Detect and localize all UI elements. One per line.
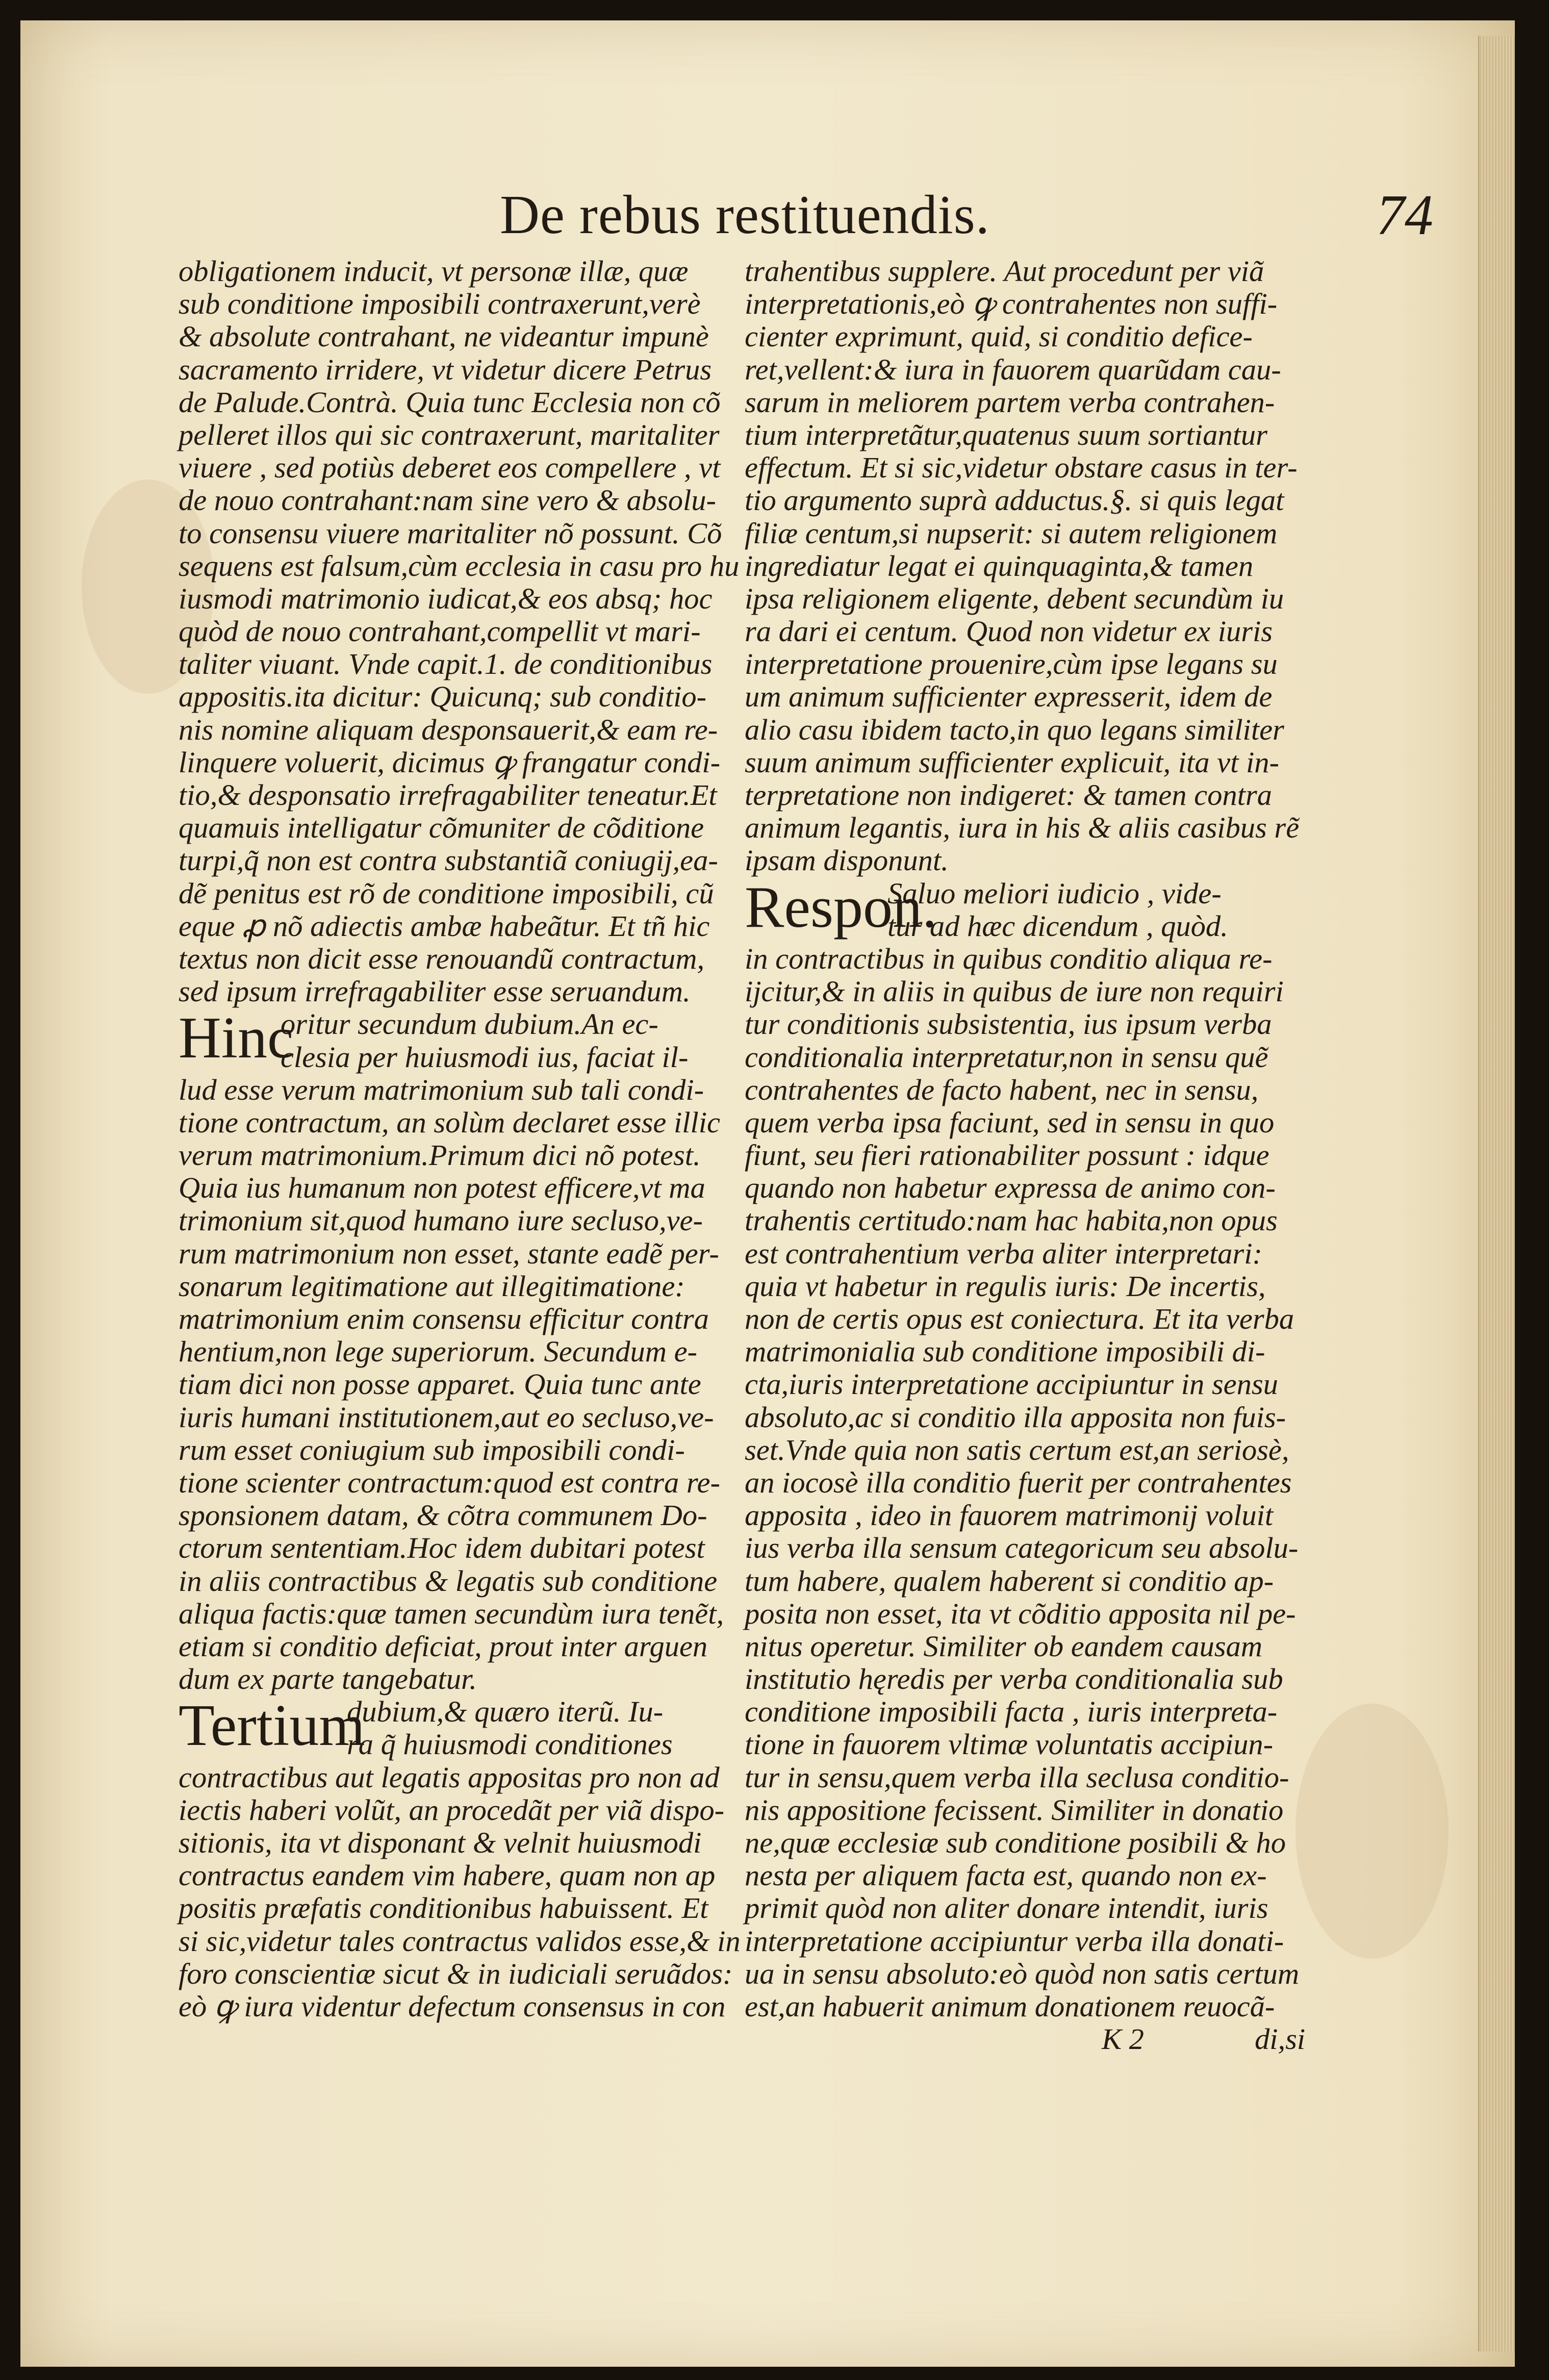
text-line: sarum in meliorem partem verba contrahen- xyxy=(745,385,1275,419)
text-line: tur in sensu,quem verba illa seclusa conditio- xyxy=(745,1760,1289,1794)
text-line: ius verba illa sensum categoricum seu absolu- xyxy=(745,1531,1299,1565)
text-line: oritur secundum dubium.An ec- xyxy=(281,1007,658,1041)
text-line: ingrediatur legat ei quinquaginta,& tamen xyxy=(745,549,1254,583)
text-line: in contractibus in quibus conditio aliqua re- xyxy=(745,942,1273,975)
text-line: turpi,q̃ non est contra substantiã coniugij,ea- xyxy=(179,844,718,877)
text-line: matrimonialia sub conditione imposibili di- xyxy=(745,1335,1265,1369)
text-line: quia vt habetur in regulis iuris: De incertis, xyxy=(745,1269,1266,1303)
right-column xyxy=(745,255,1321,2056)
text-line: primit quòd non aliter donare intendit, iuris xyxy=(745,1891,1268,1925)
text-line: textus non dicit esse renouandũ contractum, xyxy=(179,942,705,975)
drop-initial: Respon. xyxy=(745,874,937,940)
text-line: quamuis intelligatur cõmuniter de cõditione xyxy=(179,811,704,845)
text-line: nitus operetur. Similiter ob eandem causam xyxy=(745,1629,1262,1663)
text-line: fiunt, seu fieri rationabiliter possunt : idque xyxy=(745,1138,1269,1172)
paragraph-respon xyxy=(745,874,1321,2023)
text-line: sacramento irridere, vt videtur dicere Petrus xyxy=(179,352,712,386)
text-line: tio argumento suprà adductus.§. si quis legat xyxy=(745,484,1284,517)
text-line: taliter viuant. Vnde capit.1. de conditionibus xyxy=(179,647,713,681)
text-line: alio casu ibidem tacto,in quo legans similiter xyxy=(745,713,1284,746)
text-line: absoluto,ac si conditio illa apposita non fuis- xyxy=(745,1400,1286,1434)
text-line: apposita , ideo in fauorem matrimonij voluit xyxy=(745,1499,1274,1532)
text-line: tione contractum, an solùm declaret esse illic xyxy=(179,1105,720,1139)
text-line: positis præfatis conditionibus habuissent. Et xyxy=(179,1891,708,1925)
text-line: pelleret illos qui sic contraxerunt, maritaliter xyxy=(179,418,720,451)
paragraph-tertium xyxy=(179,1693,741,2023)
text-line: dẽ penitus est rõ de conditione imposibili, cũ xyxy=(179,876,714,910)
paragraph-hinc xyxy=(179,1005,724,1696)
text-line: conditione imposibili facta , iuris interpreta- xyxy=(745,1695,1278,1729)
text-line: contractibus aut legatis appositas pro non ad xyxy=(179,1760,720,1794)
text-line: nesta per aliquem facta est, quando non ex- xyxy=(745,1859,1267,1892)
text-line: aliqua factis:quæ tamen secundùm iura tenẽt, xyxy=(179,1597,724,1630)
text-line: Saluo meliori iudicio , vide- xyxy=(887,876,1222,910)
text-line: tio,& desponsatio irrefragabiliter teneatur.Et xyxy=(179,778,717,812)
signature-mark: K 2 xyxy=(1102,2022,1144,2056)
text-line: sponsionem datam, & cõtra communem Do- xyxy=(179,1499,707,1532)
text-line: tur ad hæc dicendum , quòd. xyxy=(887,909,1228,943)
text-line: non de certis opus est coniectura. Et ita verba xyxy=(745,1302,1294,1335)
text-line: conditionalia interpretatur,non in sensu quẽ xyxy=(745,1040,1268,1074)
text-line: trimonium sit,quod humano iure secluso,ve- xyxy=(179,1204,703,1237)
text-line: lud esse verum matrimonium sub tali condi- xyxy=(179,1073,704,1106)
page-header xyxy=(479,173,1474,260)
text-line: nis nomine aliquam desponsauerit,& eam re- xyxy=(179,713,718,746)
text-line: interpretatione accipiuntur verba illa donati- xyxy=(745,1924,1284,1958)
text-line: sonarum legitimatione aut illegitimatione: xyxy=(179,1269,685,1303)
text-line: rum esset coniugium sub imposibili condi- xyxy=(179,1433,685,1466)
text-line: posita non esset, ita vt cõditio apposita nil pe- xyxy=(745,1597,1296,1630)
text-line: tiam dici non posse apparet. Quia tunc ante xyxy=(179,1368,701,1401)
text-line: cienter exprimunt, quid, si conditio defice- xyxy=(745,320,1253,353)
text-line: um animum sufficienter expresserit, idem de xyxy=(745,680,1273,714)
text-line: tione in fauorem vltimæ voluntatis accipiun- xyxy=(745,1728,1274,1761)
text-line: set.Vnde quia non satis certum est,an seriosè, xyxy=(745,1433,1289,1466)
page-number: 74 xyxy=(1376,184,1433,247)
text-line: etiam si conditio deficiat, prout inter arguen xyxy=(179,1629,708,1663)
text-line: trahentis certitudo:nam hac habita,non opus xyxy=(745,1204,1278,1237)
text-line: dubium,& quæro iterũ. Iu- xyxy=(347,1695,664,1729)
text-line: ua in sensu absoluto:eò quòd non satis certum xyxy=(745,1957,1300,1990)
text-line: contractus eandem vim habere, quam non ap xyxy=(179,1859,716,1892)
text-line: animum legantis, iura in his & aliis casibus rẽ xyxy=(745,811,1300,845)
text-line: ipsa religionem eligente, debent secundùm iu xyxy=(745,581,1284,615)
text-line: trahentibus supplere. Aut procedunt per viã xyxy=(745,255,1264,288)
text-line: & absolute contrahant, ne videantur impunè xyxy=(179,320,709,353)
drop-initial: Tertium xyxy=(179,1693,365,1759)
text-line: viuere , sed potiùs deberet eos compellere , vt xyxy=(179,451,721,485)
text-line: dum ex parte tangebatur. xyxy=(179,1662,477,1696)
text-line: clesia per huiusmodi ius, faciat il- xyxy=(281,1040,689,1074)
text-line: ne,quæ ecclesiæ sub conditione posibili & ho xyxy=(745,1826,1286,1859)
text-line: to consensu viuere maritaliter nõ possunt. Cõ xyxy=(179,516,722,550)
paragraph xyxy=(745,255,1321,877)
book-page xyxy=(20,20,1515,2367)
text-line: ipsam disponunt. xyxy=(745,844,949,877)
text-line: de nouo contrahant:nam sine vero & absolu- xyxy=(179,484,716,517)
text-line: quando non habetur expressa de animo con- xyxy=(745,1171,1276,1205)
text-line: terpretatione non indigeret: & tamen contra xyxy=(745,778,1272,812)
text-line: ra q̃ huiusmodi conditiones xyxy=(347,1728,673,1761)
text-line: obligationem inducit, vt personæ illæ, quæ xyxy=(179,255,689,288)
text-line: an iocosè illa conditio fuerit per contrahentes xyxy=(745,1465,1292,1499)
text-line: iuris humani institutionem,aut eo secluso,ve- xyxy=(179,1400,714,1434)
text-line: institutio hęredis per verba conditionalia sub xyxy=(745,1662,1283,1696)
left-column xyxy=(179,255,741,2023)
text-line: nis appositione fecissent. Similiter in donatio xyxy=(745,1793,1284,1827)
text-line: de Palude.Contrà. Quia tunc Ecclesia non cõ xyxy=(179,385,721,419)
text-line: ctorum sententiam.Hoc idem dubitari potest xyxy=(179,1531,705,1565)
text-line: sitionis, ita vt disponant & velnit huiusmodi xyxy=(179,1826,702,1859)
text-line: foro conscientiæ sicut & in iudiciali seruãdos: xyxy=(179,1957,733,1990)
text-line: interpretationis,eò ꝙ contrahentes non suffi- xyxy=(745,287,1278,321)
text-line: linquere voluerit, dicimus ꝙ frangatur condi- xyxy=(179,745,721,779)
text-line: quòd de nouo contrahant,compellit vt mari- xyxy=(179,615,701,648)
text-line: appositis.ita dicitur: Quicunq; sub conditio- xyxy=(179,680,707,714)
running-title: De rebus restituendis. xyxy=(500,185,990,245)
text-line: tione scienter contractum:quod est contra re- xyxy=(179,1465,720,1499)
text-line: tium interpretãtur,quatenus suum sortiantur xyxy=(745,418,1267,451)
text-line: sub conditione imposibili contraxerunt,verè xyxy=(179,287,701,321)
page-edges xyxy=(1478,36,1515,2351)
text-line: est contrahentium verba aliter interpretari: xyxy=(745,1236,1262,1270)
text-line: est,an habuerit animum donationem reuocã- xyxy=(745,1989,1275,2023)
text-line: interpretatione prouenire,cùm ipse legans su xyxy=(745,647,1278,681)
drop-initial: Hinc xyxy=(179,1005,294,1071)
text-line: matrimonium enim consensu efficitur contra xyxy=(179,1302,709,1335)
text-line: sequens est falsum,cùm ecclesia in casu pro hu xyxy=(179,549,740,583)
text-line: in aliis contractibus & legatis sub conditione xyxy=(179,1564,718,1598)
text-line: quem verba ipsa faciunt, sed in sensu in quo xyxy=(745,1105,1275,1139)
text-line: si sic,videtur tales contractus validos esse,& in xyxy=(179,1924,741,1958)
text-line: rum matrimonium non esset, stante eadẽ per- xyxy=(179,1236,719,1270)
text-line: cta,iuris interpretatione accipiuntur in sensu xyxy=(745,1368,1278,1401)
text-line: ijcitur,& in aliis in quibus de iure non requiri xyxy=(745,975,1284,1008)
text-line: suum animum sufficienter explicuit, ita vt in- xyxy=(745,745,1279,779)
text-line: verum matrimonium.Primum dici nõ potest. xyxy=(179,1138,701,1172)
text-line: ret,vellent:& iura in fauorem quarũdam cau- xyxy=(745,352,1281,386)
text-line: tur conditionis subsistentia, ius ipsum verba xyxy=(745,1007,1272,1041)
text-line: iectis haberi volũt, an procedãt per viã dispo- xyxy=(179,1793,725,1827)
text-line: filiæ centum,si nupserit: si autem religionem xyxy=(745,516,1278,550)
text-line: iusmodi matrimonio iudicat,& eos absq; hoc xyxy=(179,581,713,615)
text-line: Quia ius humanum non potest efficere,vt ma xyxy=(179,1171,705,1205)
text-line: tum habere, qualem haberent si conditio ap- xyxy=(745,1564,1274,1598)
text-line: eò ꝙ iura videntur defectum consensus in con xyxy=(179,1989,726,2023)
text-line: eque ꝓ nõ adiectis ambæ habeãtur. Et tñ hic xyxy=(179,909,710,943)
paragraph xyxy=(179,255,740,1008)
signature-row xyxy=(745,2023,1321,2056)
text-line: hentium,non lege superiorum. Secundum e- xyxy=(179,1335,698,1369)
text-line: contrahentes de facto habent, nec in sensu, xyxy=(745,1073,1259,1106)
text-line: effectum. Et si sic,videtur obstare casus in ter- xyxy=(745,451,1298,485)
text-line: sed ipsum irrefragabiliter esse seruandum. xyxy=(179,975,691,1008)
catchword: di,si xyxy=(1255,2022,1306,2056)
text-line: ra dari ei centum. Quod non videtur ex iuris xyxy=(745,615,1273,648)
